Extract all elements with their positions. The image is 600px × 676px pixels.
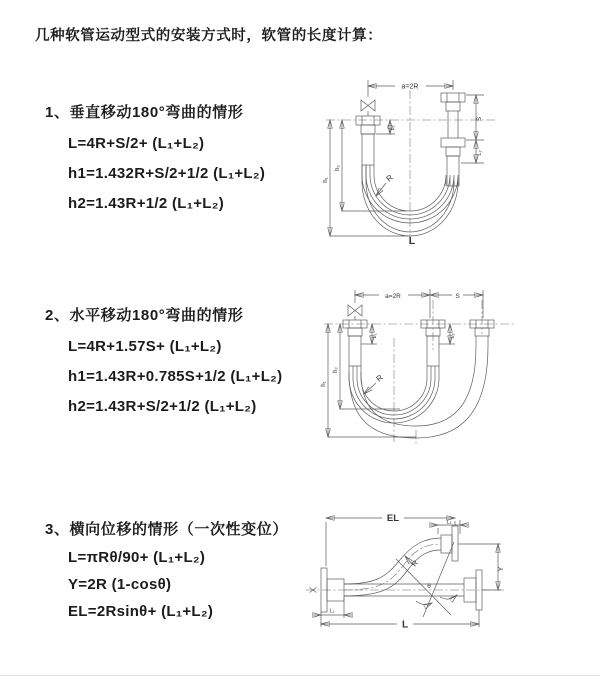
section-vertical-180 <box>45 101 265 212</box>
dim-label-a2r: a=2R <box>401 83 419 91</box>
section-2-heading: 2、水平移动180°弯曲的情形 <box>45 307 244 324</box>
dim-label-h1: h₁ <box>323 177 329 183</box>
section-1-heading: 1、垂直移动180°弯曲的情形 <box>45 104 244 121</box>
middle-fitting <box>421 320 445 366</box>
diagram-lateral-displacement <box>288 498 598 658</box>
section-2-formula-h2: h2=1.43R+S/2+1/2 (L₁+L₂) <box>68 398 257 415</box>
dimension-l1-top <box>430 520 468 535</box>
diagram-vertical-180-bend <box>300 70 590 260</box>
section-3-formula-EL: EL=2Rsinθ+ (L₁+L₂) <box>68 603 214 620</box>
dim-label-l2: L₂ <box>477 150 483 156</box>
left-fitting <box>356 116 380 165</box>
dim-label-y: Y <box>498 566 505 572</box>
dimension-l1 <box>376 120 396 134</box>
dimension-y <box>458 544 505 590</box>
dim-label-a2r: a=2R <box>385 293 401 300</box>
section-3-formula-Y: Y=2R (1-cosθ) <box>68 576 172 593</box>
dimension-a-2r-s <box>355 289 483 318</box>
dimension-h1-h2 <box>321 324 416 437</box>
dim-label-l1: L₁ <box>390 125 396 131</box>
right-flange-displaced <box>441 526 458 561</box>
dim-label-l1-top: L₁ <box>446 519 452 526</box>
centerlines <box>306 588 504 593</box>
dim-label-s: S <box>476 116 483 122</box>
dim-label-el: EL <box>386 513 400 524</box>
dimension-l2 <box>439 324 456 344</box>
dim-label-s: S <box>455 293 460 300</box>
dimension-h1-h2 <box>323 120 408 236</box>
hose-u-arcs-moved <box>349 346 488 438</box>
radius-leader <box>364 373 385 394</box>
left-fitting <box>343 320 367 366</box>
dim-label-theta: θ <box>427 583 431 590</box>
dim-label-r: R <box>384 172 395 184</box>
dim-label-l: L <box>401 619 409 631</box>
dim-label-l1: L₁ <box>372 333 378 339</box>
dim-label-h2: h₂ <box>335 165 341 171</box>
section-1-formula-h2: h2=1.43R+1/2 (L₁+L₂) <box>68 195 225 212</box>
dim-label-l: L <box>408 235 416 247</box>
page-title: 几种软管运动型式的安装方式时，软管的长度计算： <box>35 28 383 44</box>
dimension-s-l2 <box>461 95 484 163</box>
diagram-horizontal-180-bend <box>300 280 590 470</box>
section-2-formula-h1: h1=1.43R+0.785S+1/2 (L₁+L₂) <box>68 368 283 385</box>
dim-label-h2: h₂ <box>333 367 339 373</box>
dimension-a-2r <box>368 80 453 97</box>
radius-leader <box>376 173 395 196</box>
dimension-l <box>321 610 479 631</box>
dim-label-h1: h₁ <box>321 381 327 387</box>
section-horizontal-180 <box>45 304 282 415</box>
centerlines <box>324 300 514 446</box>
section-1-formula-L: L=4R+S/2+ (L₁+L₂) <box>68 135 205 152</box>
section-2-formula-L: L=4R+1.57S+ (L₁+L₂) <box>68 338 222 355</box>
dimension-l1 <box>361 324 378 344</box>
radius-leader <box>405 556 420 568</box>
section-3-formula-L: L=πRθ/90+ (L₁+L₂) <box>68 549 206 566</box>
valve-icon <box>348 305 362 320</box>
dim-label-l1-bottom: L₁ <box>329 608 335 615</box>
section-1-formula-h1: h1=1.432R+S/2+1/2 (L₁+L₂) <box>68 165 266 182</box>
section-lateral-displacement <box>45 518 288 620</box>
centerlines <box>326 90 496 246</box>
dim-label-r: R <box>374 372 385 384</box>
right-fitting-two-positions <box>441 93 465 186</box>
valve-icon <box>361 100 375 116</box>
dim-label-r: R <box>409 558 421 569</box>
section-3-heading: 3、横向位移的情形（一次性变位） <box>45 521 288 538</box>
dim-label-l2: L₂ <box>450 333 456 339</box>
